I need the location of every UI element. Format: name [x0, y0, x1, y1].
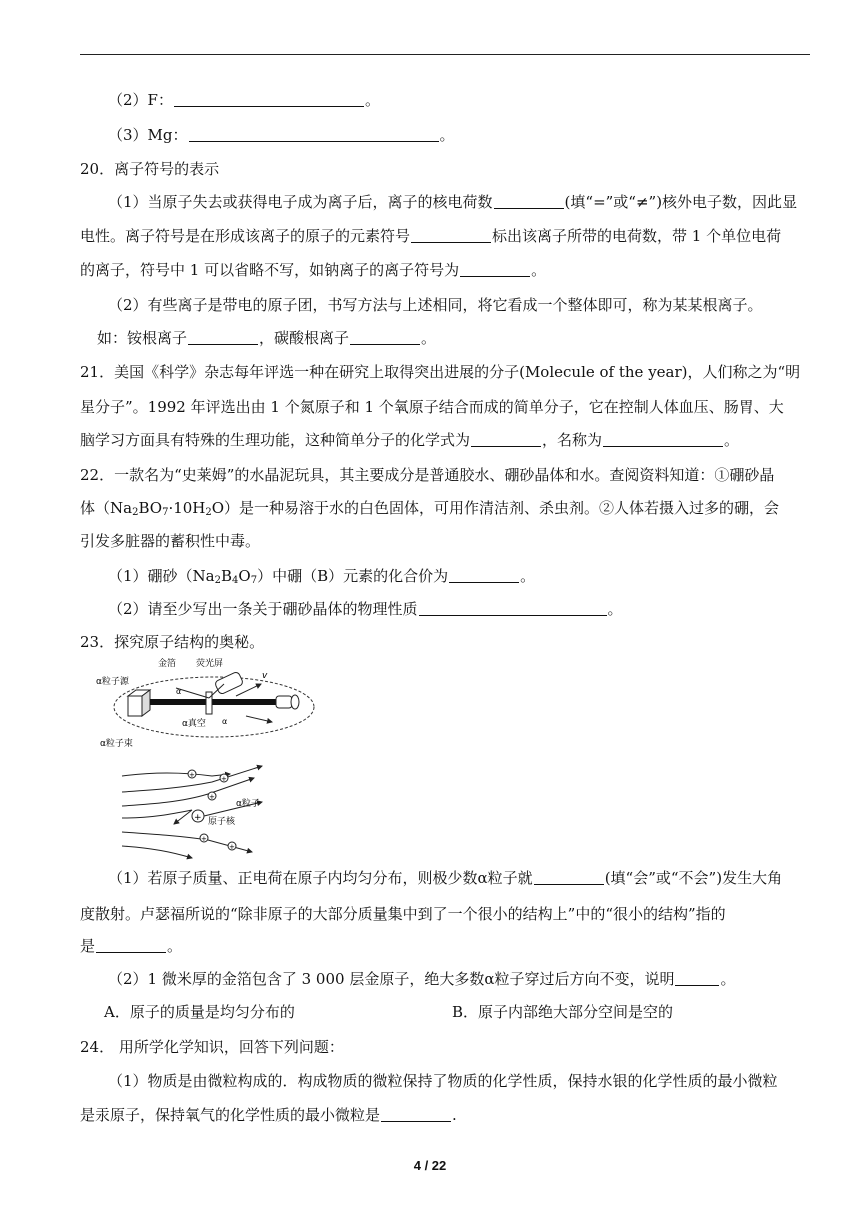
header-rule — [80, 54, 810, 55]
text: 。 — [520, 567, 536, 585]
text: 电性。离子符号是在形成该离子的原子的元素符号 — [80, 227, 411, 245]
plus-sign: + — [194, 813, 202, 823]
subscript: 2 — [214, 575, 221, 586]
answer-blank[interactable] — [675, 969, 719, 986]
text: 如：铵根离子 — [97, 329, 188, 347]
screen-label: 荧光屏 — [196, 659, 224, 669]
q19-part3-label: （3）Mg： — [108, 126, 188, 144]
text: （1）硼砂（Na — [108, 567, 215, 585]
q20-line1 — [108, 191, 808, 213]
subscript: 4 — [232, 575, 239, 586]
plus-sign: + — [201, 835, 207, 843]
text: ，碳酸根离子 — [259, 329, 350, 347]
q22-line5 — [108, 598, 808, 620]
q22-line4 — [108, 565, 808, 592]
detector-tube — [276, 696, 292, 708]
alpha-scattering-figure — [112, 762, 282, 860]
text: 的离子，符号中 1 可以省略不写，如钠离子的离子符号为 — [80, 261, 460, 279]
q20-line5 — [97, 327, 827, 349]
answer-blank[interactable] — [449, 566, 519, 583]
answer-blank[interactable] — [350, 328, 420, 345]
beam-label: α粒子束 — [100, 739, 133, 749]
q23-line2: 度散射。卢瑟福所说的“除非原子的大部分质量集中到了一个很小的结构上”中的“很小的结构”指的 — [80, 905, 726, 923]
text: 是汞原子，保持氧气的化学性质的最小微粒是 — [80, 1106, 381, 1124]
subscript: 2 — [205, 507, 212, 518]
answer-blank[interactable] — [419, 599, 607, 616]
text: （1）当原子失去或获得电子成为离子后，离子的核电荷数 — [108, 193, 493, 211]
text: 。 — [421, 329, 437, 347]
q20-line3 — [80, 259, 810, 281]
text: O — [238, 567, 251, 585]
source-label: α粒子源 — [96, 677, 129, 687]
q23-line3 — [80, 935, 810, 957]
text: 。 — [167, 937, 183, 955]
answer-blank[interactable] — [411, 226, 491, 243]
answer-blank[interactable] — [381, 1105, 451, 1122]
q21-line1: 21．美国《科学》杂志每年评选一种在研究上取得突出进展的分子(Molecule of the year)，人们称之为“明 — [80, 363, 801, 381]
q20-title: 20．离子符号的表示 — [80, 160, 220, 178]
text: ）中硼（B）元素的化合价为 — [257, 567, 449, 585]
text: 。 — [531, 261, 547, 279]
q22-line2 — [80, 497, 810, 524]
text: . — [452, 1106, 457, 1124]
answer-blank[interactable] — [96, 936, 166, 953]
alpha-label: α — [176, 687, 182, 696]
punct: 。 — [439, 126, 455, 144]
gold-foil — [206, 692, 212, 714]
text: O）是一种易溶于水的白色固体，可用作清洁剂、杀虫剂。②人体若摄入过多的硼，会 — [211, 499, 780, 517]
q20-line2 — [80, 225, 810, 247]
q19-part2 — [108, 89, 808, 111]
v-label: v — [262, 671, 268, 681]
text: 。 — [720, 970, 736, 988]
plus-sign: + — [229, 843, 235, 851]
text: B — [221, 567, 233, 585]
q20-line4: （2）有些离子是带电的原子团，书写方法与上述相同，将它看成一个整体即可，称为某某根离子。 — [108, 296, 763, 314]
text: 脑学习方面具有特殊的生理功能，这种简单分子的化学式为 — [80, 431, 471, 449]
alpha-particle-label: α粒子 — [236, 799, 260, 809]
vacuum-label: α真空 — [182, 719, 206, 729]
answer-blank[interactable] — [174, 90, 364, 107]
fluorescent-screen — [214, 671, 243, 695]
text: ，名称为 — [542, 431, 603, 449]
text: （2）1 微米厚的金箔包含了 3 000 层金原子，绝大多数α粒子穿过后方向不变，说明 — [108, 970, 675, 988]
text: (填“=”或“≠”)核外电子数，因此显 — [564, 193, 798, 211]
gold-foil-label: 金箔 — [158, 659, 177, 669]
plus-sign: + — [189, 771, 195, 779]
q21-line3 — [80, 429, 810, 451]
text: 是 — [80, 937, 96, 955]
q24-line2 — [80, 1104, 810, 1126]
nucleus-label: 原子核 — [208, 817, 236, 827]
text: 。 — [724, 431, 740, 449]
answer-blank[interactable] — [460, 260, 530, 277]
plus-sign: + — [221, 775, 227, 783]
answer-blank[interactable] — [471, 430, 541, 447]
punct: 。 — [364, 91, 380, 109]
alpha-label: α — [222, 717, 228, 726]
subscript: 7 — [250, 575, 258, 586]
answer-blank[interactable] — [494, 192, 564, 209]
subscript: 7 — [162, 507, 169, 518]
q23-title: 23．探究原子结构的奥秘。 — [80, 633, 265, 651]
q21-line2: 星分子”。1992 年评选出由 1 个氮原子和 1 个氧原子结合而成的简单分子，它在控制人体血压、肠胃、大 — [80, 398, 784, 416]
text: BO — [138, 499, 163, 517]
q22-line1: 22．一款名为“史莱姆”的水晶泥玩具，其主要成分是普通胶水、硼砂晶体和水。查阅资料知道：①硼砂晶 — [80, 466, 775, 484]
text: ·10H — [168, 499, 206, 517]
q22-line3: 引发多脏器的蓄积性中毒。 — [80, 532, 261, 550]
text: 标出该离子所带的电荷数，带 1 个单位电荷 — [492, 227, 782, 245]
text: （2）请至少写出一条关于硼砂晶体的物理性质 — [108, 600, 418, 618]
subscript: 2 — [132, 507, 139, 518]
answer-blank[interactable] — [189, 125, 439, 142]
alpha-beam — [150, 699, 276, 705]
plus-sign: + — [209, 793, 215, 801]
text: 。 — [607, 600, 623, 618]
q24-line1: （1）物质是由微粒构成的．构成物质的微粒保持了物质的化学性质，保持水银的化学性质的最小微粒 — [108, 1072, 778, 1090]
q19-part2-label: （2）F： — [108, 91, 173, 109]
text: 体（Na — [80, 499, 133, 517]
alpha-source-box — [128, 696, 142, 716]
q19-part3 — [108, 124, 808, 146]
q23-line4 — [108, 968, 808, 990]
answer-blank[interactable] — [188, 328, 258, 345]
answer-blank[interactable] — [534, 868, 604, 885]
page-number: 4 / 22 — [413, 1158, 447, 1173]
text: （1）若原子质量、正电荷在原子内均匀分布，则极少数α粒子就 — [108, 869, 533, 887]
rutherford-apparatus-figure — [96, 654, 316, 750]
option-b[interactable]: B．原子内部绝大部分空间是空的 — [452, 1003, 674, 1021]
answer-blank[interactable] — [603, 430, 723, 447]
q24-title: 24． 用所学化学知识，回答下列问题： — [80, 1038, 344, 1056]
option-a[interactable]: A．原子的质量是均匀分布的 — [104, 1003, 295, 1021]
q23-line1 — [108, 867, 808, 889]
text: (填“会”或“不会”)发生大角 — [604, 869, 783, 887]
